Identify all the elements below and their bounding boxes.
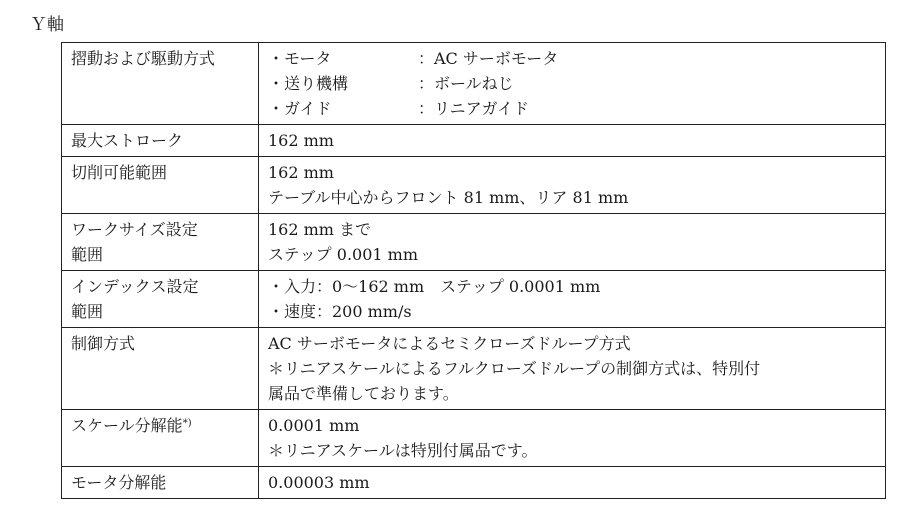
- value-line: 162 mm: [268, 131, 334, 150]
- item-value: ：ボールねじ: [418, 74, 514, 93]
- row-label: [62, 410, 259, 467]
- label-text: 範囲: [71, 302, 104, 321]
- item-value: ：AC サーボモータ: [418, 49, 559, 68]
- row-label: [62, 271, 259, 328]
- row-value: [259, 214, 886, 271]
- row-value: [259, 157, 886, 214]
- value-line: ＊リニアスケールは特別付属品です。: [268, 441, 538, 460]
- value-line: テーブル中心からフロント 81 mm、リア 81 mm: [268, 188, 629, 207]
- value-line: 0.0001 mm: [268, 416, 360, 435]
- value-line: AC サーボモータによるセミクローズドループ方式: [268, 334, 631, 353]
- value-line: ＊リニアスケールによるフルクローズドループの制御方式は、特別付: [268, 359, 761, 378]
- label-text: 制御方式: [71, 334, 136, 353]
- row-value: [259, 125, 886, 157]
- label-text: 範囲: [71, 245, 104, 264]
- label-text: モータ分解能: [71, 473, 167, 492]
- row-label: [62, 214, 259, 271]
- value-line: 162 mm: [268, 163, 334, 182]
- label-text: 最大ストローク: [71, 131, 184, 150]
- value-line: 0.00003 mm: [268, 473, 370, 492]
- table-row: [62, 410, 886, 467]
- value-line: ・速度：200 mm/s: [268, 302, 412, 321]
- row-value: [259, 410, 886, 467]
- row-label: [62, 467, 259, 499]
- row-label: [62, 125, 259, 157]
- spec-item: [268, 71, 877, 96]
- table-row: [62, 467, 886, 499]
- table-row: [62, 43, 886, 125]
- row-label: [62, 157, 259, 214]
- row-value: [259, 328, 886, 410]
- label-with-footnote: [71, 413, 250, 438]
- item-key: ・ガイド: [268, 99, 332, 118]
- label-text: 切削可能範囲: [71, 163, 168, 182]
- table-row: [62, 271, 886, 328]
- item-value: ：リニアガイド: [418, 99, 530, 118]
- value-line: ステップ 0.001 mm: [268, 245, 419, 264]
- table-row: [62, 328, 886, 410]
- spec-table: [61, 42, 886, 499]
- spec-item: [268, 96, 877, 121]
- row-value: [259, 271, 886, 328]
- item-key: ・モータ: [268, 49, 332, 68]
- row-value: [259, 43, 886, 125]
- spec-item: [268, 46, 877, 71]
- footnote-marker: *): [182, 418, 192, 429]
- table-row: [62, 157, 886, 214]
- value-line: 162 mm まで: [268, 220, 372, 239]
- row-label: [62, 43, 259, 125]
- value-line: 属品で準備しております。: [268, 384, 459, 403]
- label-text: インデックス設定: [71, 277, 199, 296]
- section-heading: Ｙ軸: [30, 15, 64, 35]
- row-label: [62, 328, 259, 410]
- label-text: 摺動および駆動方式: [71, 49, 216, 68]
- label-text: ワークサイズ設定: [71, 220, 198, 239]
- value-line: ・入力：0～162 mm ステップ 0.0001 mm: [268, 277, 601, 296]
- label-text: スケール分解能: [71, 416, 183, 435]
- table-row: [62, 125, 886, 157]
- table-row: [62, 214, 886, 271]
- row-value: [259, 467, 886, 499]
- item-key: ・送り機構: [268, 74, 349, 93]
